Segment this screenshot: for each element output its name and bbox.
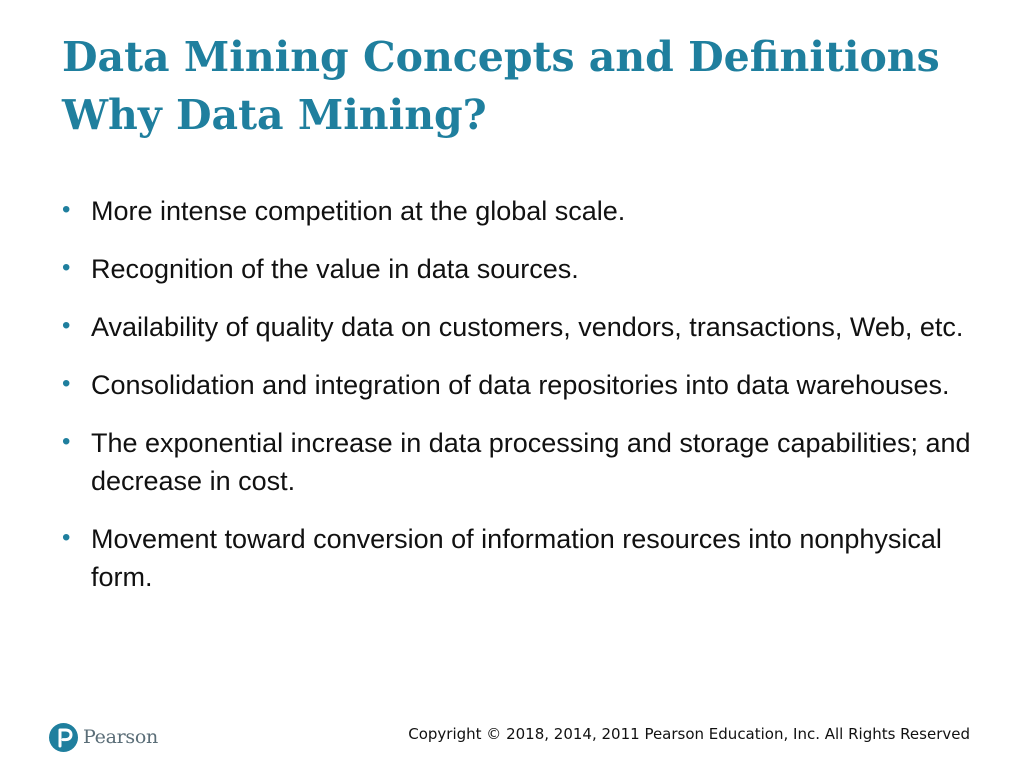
bullet-icon: • bbox=[62, 254, 71, 281]
title-line-2: Why Data Mining? bbox=[62, 91, 487, 139]
pearson-p-icon bbox=[49, 723, 78, 752]
bullet-icon: • bbox=[62, 312, 71, 339]
bullet-text: Recognition of the value in data sources. bbox=[91, 254, 579, 284]
pearson-logo bbox=[49, 720, 158, 754]
slide-title bbox=[62, 28, 940, 144]
title-line-1: Data Mining Concepts and Definitions bbox=[62, 33, 940, 81]
bullet-item bbox=[62, 424, 972, 500]
bullet-icon: • bbox=[62, 196, 71, 223]
bullet-text: Movement toward conversion of information resources into nonphysical form. bbox=[91, 524, 942, 592]
bullet-list bbox=[62, 192, 972, 616]
bullet-text: Consolidation and integration of data repositories into data warehouses. bbox=[91, 370, 950, 400]
bullet-item bbox=[62, 366, 972, 404]
bullet-item bbox=[62, 250, 972, 288]
logo-wordmark: Pearson bbox=[83, 726, 158, 748]
bullet-item bbox=[62, 520, 972, 596]
bullet-icon: • bbox=[62, 370, 71, 397]
bullet-text: Availability of quality data on customers, vendors, transactions, Web, etc. bbox=[91, 312, 964, 342]
bullet-item bbox=[62, 192, 972, 230]
bullet-icon: • bbox=[62, 524, 71, 551]
bullet-text: More intense competition at the global scale. bbox=[91, 196, 626, 226]
copyright-notice: Copyright © 2018, 2014, 2011 Pearson Education, Inc. All Rights Reserved bbox=[408, 725, 970, 743]
bullet-item bbox=[62, 308, 972, 346]
bullet-text: The exponential increase in data processing and storage capabilities; and decrease in cost. bbox=[91, 428, 971, 496]
bullet-icon: • bbox=[62, 428, 71, 455]
